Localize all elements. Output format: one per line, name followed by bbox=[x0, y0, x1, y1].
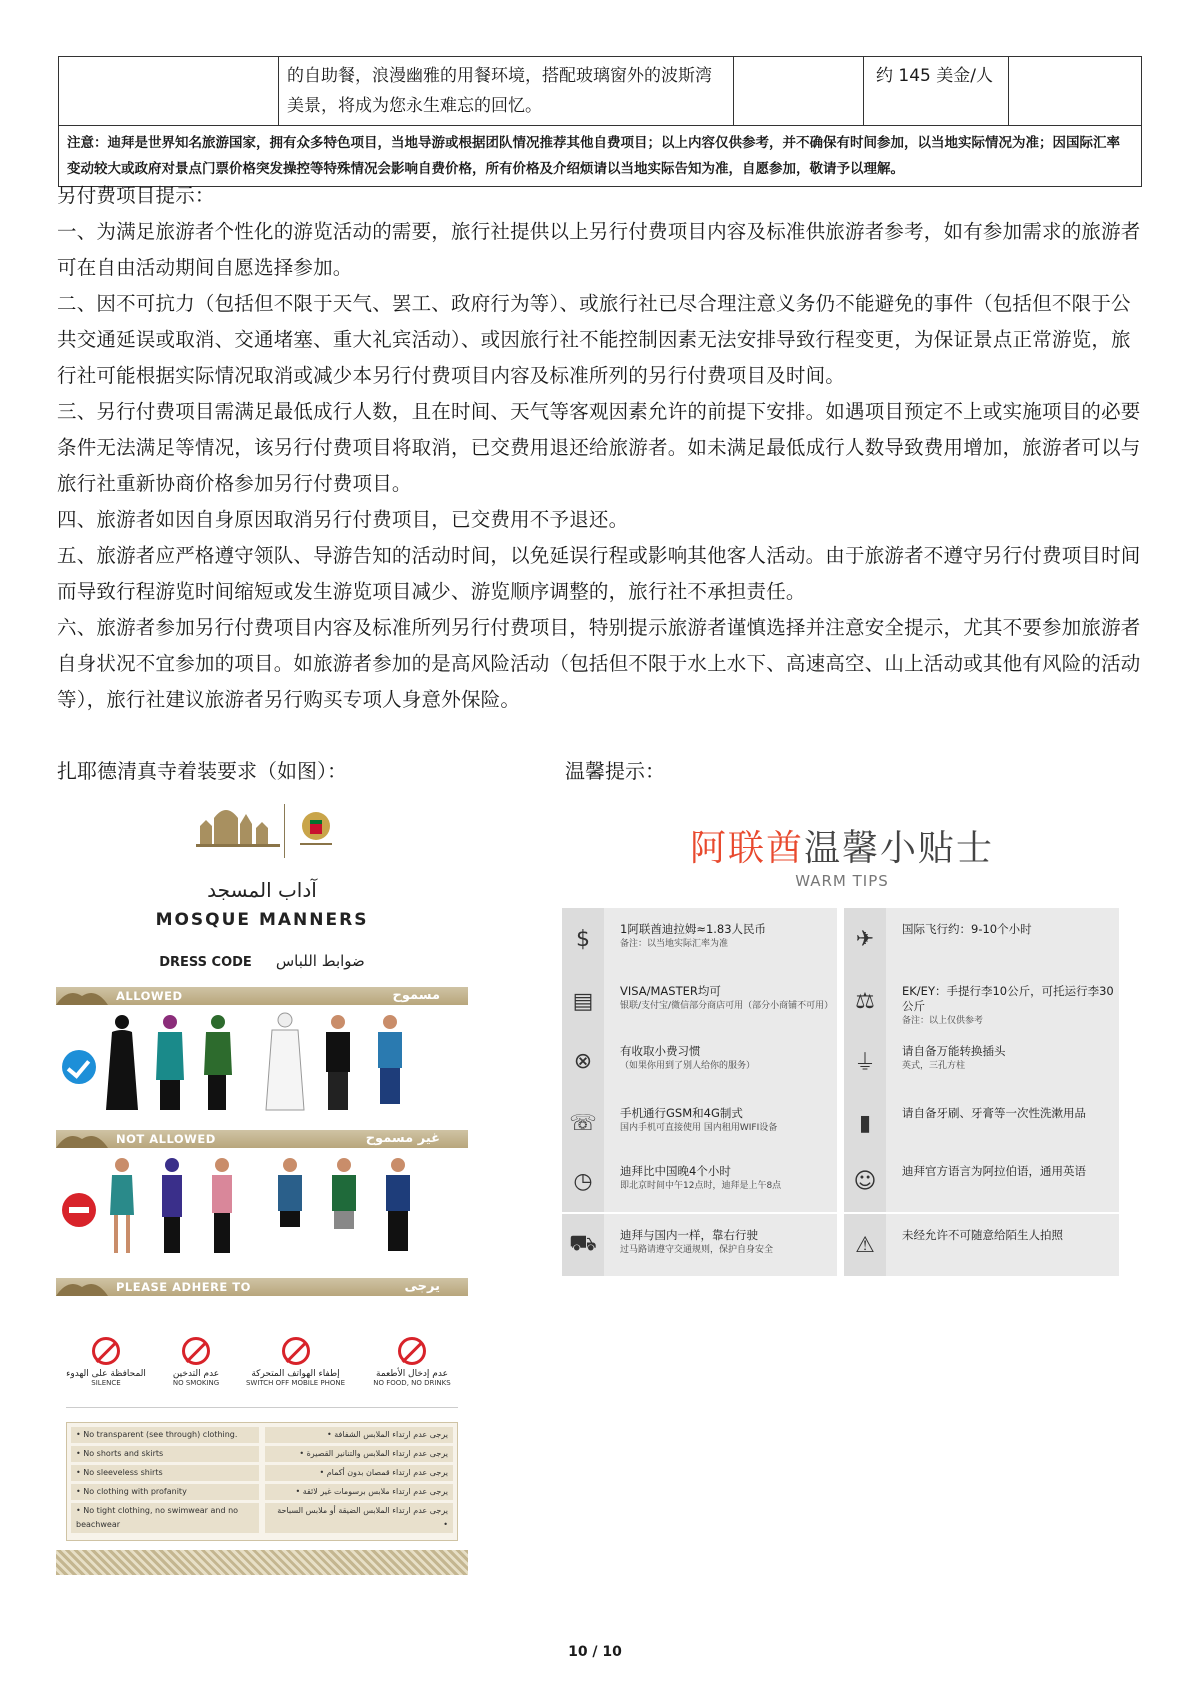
mosque-logo bbox=[196, 800, 396, 862]
tip-item bbox=[562, 1030, 837, 1092]
no-food-icon bbox=[398, 1337, 426, 1365]
decorative-pattern bbox=[56, 1550, 468, 1575]
notice-paragraph: 三、另行付费项目需满足最低成行人数，且在时间、天气等客观因素允许的前提下安排。如遇项目预定不上或实施项目的必要条件无法满足等情况，该另行付费项目将取消，已交费用退还给旅游者。如未满足最低成行人数导致费用增加，旅游者可以与旅行社重新协商价格参加另行付费项目。 bbox=[57, 400, 1141, 495]
tip-item bbox=[844, 1030, 1119, 1092]
ornament-icon bbox=[56, 1278, 108, 1296]
mosque-rules bbox=[56, 1337, 468, 1397]
adhere-band: PLEASE ADHERE TO يرجى bbox=[56, 1278, 468, 1296]
dollar-icon: $ bbox=[562, 908, 604, 970]
tip-item bbox=[844, 908, 1119, 970]
rule-no-food: عدم إدخال الأطعمة NO FOOD, NO DRINKS bbox=[356, 1337, 468, 1387]
poster-title: MOSQUE MANNERS bbox=[155, 910, 369, 930]
tip-text: VISA/MASTER均可 银联/支付宝/微信部分商店可用（部分小商铺不可用） bbox=[620, 984, 834, 1011]
item-price: 约 145 美金/人 bbox=[864, 57, 1009, 126]
ornament-icon bbox=[56, 1130, 108, 1148]
tip-text: 请自备牙刷、牙膏等一次性洗漱用品 bbox=[902, 1106, 1086, 1120]
tip-item bbox=[562, 1214, 837, 1276]
notice-heading: 另付费项目提示： bbox=[57, 184, 215, 207]
plug-icon: ⏚ bbox=[844, 1030, 886, 1092]
people-icon: ☺ bbox=[844, 1150, 886, 1212]
uae-emblem-icon bbox=[294, 804, 338, 854]
tip-item bbox=[562, 1150, 837, 1212]
luggage-icon: ⚖ bbox=[844, 970, 886, 1032]
tip-text: 1阿联酋迪拉姆≈1.83人民币 备注：以当地实际汇率为准 bbox=[620, 922, 767, 949]
ornament-icon bbox=[56, 987, 108, 1005]
tip-item bbox=[562, 970, 837, 1032]
car-icon: ⛟ bbox=[562, 1214, 604, 1276]
clock-icon: ◷ bbox=[562, 1150, 604, 1212]
check-icon bbox=[62, 1050, 96, 1084]
mosque-section-title: 扎耶德清真寺着装要求（如图）： bbox=[57, 759, 347, 783]
warm-tips-card bbox=[562, 800, 1122, 1280]
tip-item bbox=[562, 908, 837, 970]
not-allowed-figures bbox=[56, 1153, 468, 1263]
warning-icon: ⚠ bbox=[844, 1214, 886, 1276]
tips-section-title: 温馨提示： bbox=[565, 759, 665, 783]
tip-text: 有收取小费习惯 （如果你用到了别人给你的服务） bbox=[620, 1044, 756, 1071]
tip-text: 迪拜官方语言为阿拉伯语，通用英语 bbox=[902, 1164, 1086, 1178]
rule-silence: المحافظة على الهدوء SILENCE bbox=[56, 1337, 156, 1387]
page-number: 10 / 10 bbox=[568, 1644, 622, 1660]
table-row: • No tight clothing, no swimwear and no beachwear يرجى عدم ارتداء الملابس الضيقة أو ملابس السباحة • bbox=[71, 1503, 453, 1533]
tip-item bbox=[562, 1092, 837, 1154]
table-note: 注意：迪拜是世界知名旅游国家，拥有众多特色项目，当地导游或根据团队情况推荐其他自费项目；以上内容仅供参考，并不确保有时间参加，以当地实际情况为准；因国际汇率变动较大或政府对景点门票价格突发操控等特殊情况会影响自费价格，所有价格及介绍烦请以当地实际告知为准，自愿参加，敬请予以理解。 bbox=[59, 126, 1142, 187]
notice-paragraph: 五、旅游者应严格遵守领队、导游告知的活动时间，以免延误行程或影响其他客人活动。由于旅游者不遵守另行付费项目时间而导致行程游览时间缩短或发生游览项目减少、游览顺序调整的，旅行社不承担责任。 bbox=[57, 544, 1141, 603]
clothing-rules-table bbox=[66, 1422, 458, 1541]
tip-text: 国际飞行约：9-10个小时 bbox=[902, 922, 1032, 936]
allowed-figures bbox=[56, 1010, 468, 1120]
prohibited-icon bbox=[62, 1193, 96, 1227]
allowed-people-illustration bbox=[100, 1010, 468, 1120]
tip-item bbox=[844, 970, 1119, 1032]
notice-paragraph: 六、旅游者参加另行付费项目内容及标准所列另行付费项目，特别提示旅游者谨慎选择并注意安全提示，尤其不要参加旅游者自身状况不宜参加的项目。如旅游者参加的是高风险活动（包括但不限于水上水下、高速高空、山上活动或其他有风险的活动等），旅行社建议旅游者另行购买专项人身意外保险。 bbox=[57, 616, 1141, 711]
poster-arabic-title: آداب المسجد bbox=[207, 878, 317, 902]
no-sound-icon bbox=[92, 1337, 120, 1365]
phone-icon: ☏ bbox=[562, 1092, 604, 1154]
tip-text: 请自备万能转换插头 英式，三孔方柱 bbox=[902, 1044, 1006, 1071]
no-phone-icon bbox=[282, 1337, 310, 1365]
table-row: • No clothing with profanity يرجى عدم ارتداء ملابس برسومات غير لائقة • bbox=[71, 1484, 453, 1500]
not-allowed-people-illustration bbox=[100, 1153, 468, 1263]
table-row: • No sleeveless shirts يرجى عدم ارتداء قمصان بدون أكمام • bbox=[71, 1465, 453, 1481]
mosque-manners-poster bbox=[56, 800, 468, 1575]
no-tip-icon: ⊗ bbox=[562, 1030, 604, 1092]
fee-notice bbox=[57, 178, 1142, 718]
notice-paragraph: 四、旅游者如因自身原因取消另行付费项目，已交费用不予退还。 bbox=[57, 508, 629, 531]
tip-item bbox=[844, 1092, 1119, 1154]
allowed-band: ALLOWED مسموح bbox=[56, 987, 468, 1005]
dress-code-label: DRESS CODE ضوابط اللباس bbox=[159, 952, 365, 970]
fee-table bbox=[58, 56, 1142, 187]
table-row: • No transparent (see through) clothing. يرجى عدم ارتداء الملابس الشفافة • bbox=[71, 1427, 453, 1443]
rule-phone-off: إطفاء الهواتف المتحركة SWITCH OFF MOBILE PHONE bbox=[238, 1337, 353, 1387]
tip-text: 迪拜与国内一样，靠右行驶 过马路请遵守交通规则，保护自身安全 bbox=[620, 1228, 774, 1255]
item-description: 的自助餐，浪漫幽雅的用餐环境，搭配玻璃窗外的波斯湾美景，将成为您永生难忘的回忆。 bbox=[279, 57, 734, 126]
notice-paragraph: 二、因不可抗力（包括但不限于天气、罢工、政府行为等）、或旅行社已尽合理注意义务仍不能避免的事件（包括但不限于公共交通延误或取消、交通堵塞、重大礼宾活动）、或因旅行社不能控制因素无法安排导致行程变更，为保证景点正常游览，旅行社可能根据实际情况取消或减少本另行付费项目内容及标准所列的另行付费项目及时间。 bbox=[57, 292, 1131, 387]
tip-text: 未经允许不可随意给陌生人拍照 bbox=[902, 1228, 1063, 1242]
card-icon: ▤ bbox=[562, 970, 604, 1032]
tip-item bbox=[844, 1150, 1119, 1212]
rule-no-smoking: عدم التدخين NO SMOKING bbox=[146, 1337, 246, 1387]
tip-text: 迪拜比中国晚4个小时 即北京时间中午12点时，迪拜是上午8点 bbox=[620, 1164, 782, 1191]
mosque-silhouette-icon bbox=[196, 800, 280, 850]
tip-text: 手机通行GSM和4G制式 国内手机可直接使用 国内租用WIFI设备 bbox=[620, 1106, 778, 1133]
not-allowed-band: NOT ALLOWED غير مسموح bbox=[56, 1130, 468, 1148]
tips-subtitle: WARM TIPS bbox=[795, 872, 889, 890]
tip-text: EK/EY：手提行李10公斤，可托运行李30公斤 备注：以上仅供参考 bbox=[902, 984, 1114, 1026]
no-smoking-icon bbox=[182, 1337, 210, 1365]
toiletries-icon: ▮ bbox=[844, 1092, 886, 1154]
tips-title: 阿联酋温馨小贴士 bbox=[689, 828, 995, 869]
tip-item bbox=[844, 1214, 1119, 1276]
table-row bbox=[59, 57, 1142, 126]
table-row: • No shorts and skirts يرجى عدم ارتداء الملابس والتنانير القصيرة • bbox=[71, 1446, 453, 1462]
plane-icon: ✈ bbox=[844, 908, 886, 970]
notice-paragraph: 一、为满足旅游者个性化的游览活动的需要，旅行社提供以上另行付费项目内容及标准供旅游者参考，如有参加需求的旅游者可在自由活动期间自愿选择参加。 bbox=[57, 220, 1141, 279]
